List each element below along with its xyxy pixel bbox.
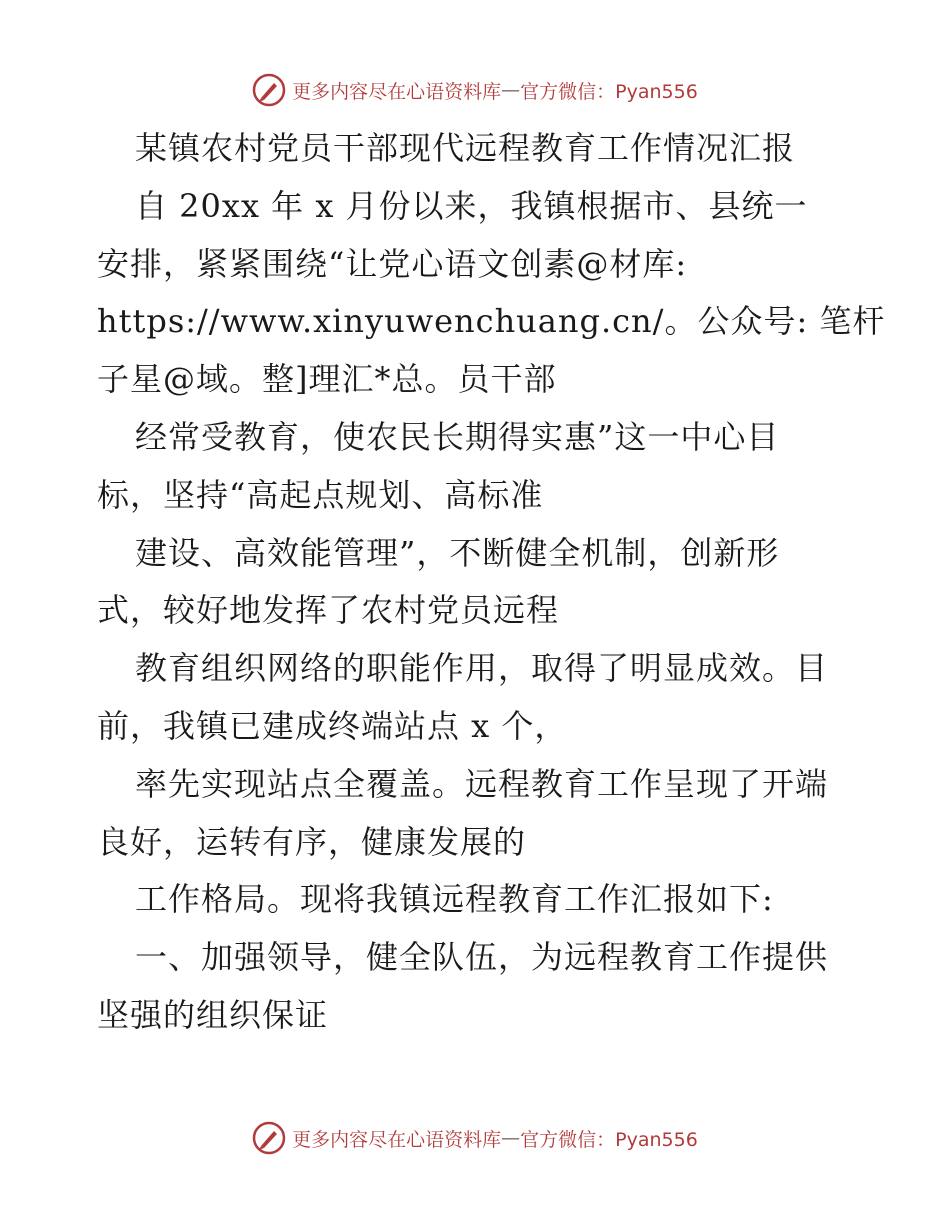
paragraph-line: 工作格局。现将我镇远程教育工作汇报如下: — [135, 880, 774, 919]
paragraph-line: 建设、高效能管理”，不断健全机制，创新形 — [135, 533, 780, 572]
paragraph-line: 式，较好地发挥了农村党员远程 — [97, 591, 560, 630]
quill-pen-icon — [252, 73, 286, 107]
footer-watermark-banner — [0, 1118, 950, 1158]
banner-separator: — — [501, 79, 521, 101]
paragraph-line: 率先实现站点全覆盖。远程教育工作呈现了开端 — [135, 764, 829, 803]
banner-main-text: 更多内容尽在心语资料库 — [292, 1128, 502, 1151]
paragraph-line: 自 20xx 年 x 月份以来，我镇根据市、县统一 — [135, 186, 808, 225]
paragraph-line: 子星@域。整]理汇*总。员干部 — [97, 360, 557, 399]
paragraph-line: https://www.xinyuwenchuang.cn/。公众号: 笔杆 — [97, 302, 886, 341]
banner-main-text: 更多内容尽在心语资料库 — [292, 80, 502, 103]
header-watermark-banner — [0, 70, 950, 110]
banner-wechat-text: 官方微信：Pyan556 — [520, 1128, 698, 1151]
banner-separator: — — [501, 1127, 521, 1149]
paragraph-line: 安排，紧紧围绕“让党心语文创素@材库: — [97, 244, 688, 283]
section-heading-continuation: 坚强的组织保证 — [97, 995, 329, 1034]
quill-pen-icon — [252, 1121, 286, 1155]
paragraph-line: 前，我镇已建成终端站点 x 个， — [97, 706, 568, 745]
paragraph-line: 经常受教育，使农民长期得实惠”这一中心目 — [135, 417, 780, 456]
section-heading: 一、加强领导，健全队伍，为远程教育工作提供 — [135, 938, 829, 977]
paragraph-line: 良好，运转有序，健康发展的 — [97, 822, 527, 861]
document-body — [97, 120, 886, 1045]
document-title: 某镇农村党员干部现代远程教育工作情况汇报 — [135, 129, 796, 167]
paragraph-line: 标，坚持“高起点规划、高标准 — [97, 475, 544, 514]
paragraph-line: 教育组织网络的职能作用，取得了明显成效。目 — [135, 649, 829, 688]
banner-wechat-text: 官方微信：Pyan556 — [520, 80, 698, 103]
